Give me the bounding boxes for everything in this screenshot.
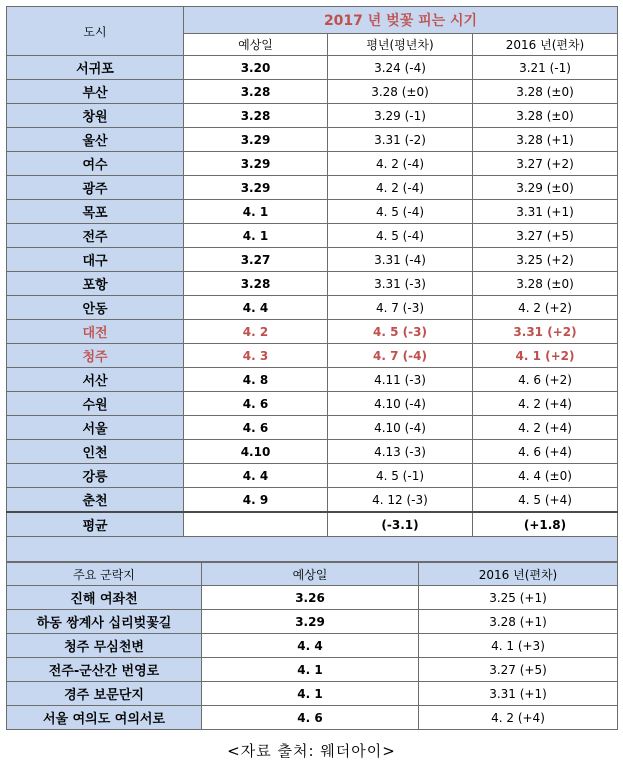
last-year-cell: 3.27 (+5) (473, 224, 618, 248)
city-cell: 수원 (7, 392, 184, 416)
spot-last-year-cell: 3.27 (+5) (419, 658, 618, 682)
table-row (7, 586, 618, 610)
spots-forecast-header: 예상일 (202, 563, 419, 586)
forecast-cell: 4. 9 (184, 488, 328, 513)
normal-cell: 4. 7 (-4) (328, 344, 473, 368)
average-forecast (184, 512, 328, 537)
last-year-cell: 3.31 (+2) (473, 320, 618, 344)
city-cell: 창원 (7, 104, 184, 128)
forecast-cell: 3.29 (184, 128, 328, 152)
spot-forecast-cell: 3.26 (202, 586, 419, 610)
city-cell: 대구 (7, 248, 184, 272)
forecast-cell: 4.10 (184, 440, 328, 464)
forecast-cell: 3.28 (184, 272, 328, 296)
normal-cell: 4. 12 (-3) (328, 488, 473, 513)
last-year-header: 2016 년(편차) (473, 34, 618, 56)
table-row (7, 56, 618, 80)
table-row (7, 224, 618, 248)
last-year-cell: 4. 2 (+4) (473, 392, 618, 416)
table-row (7, 128, 618, 152)
forecast-cell: 4. 1 (184, 224, 328, 248)
last-year-cell: 4. 5 (+4) (473, 488, 618, 513)
normal-cell: 4.11 (-3) (328, 368, 473, 392)
table-row (7, 176, 618, 200)
city-cell: 전주 (7, 224, 184, 248)
table-row (7, 416, 618, 440)
table-row (7, 344, 618, 368)
table-row (7, 272, 618, 296)
city-cell: 대전 (7, 320, 184, 344)
last-year-cell: 4. 6 (+4) (473, 440, 618, 464)
forecast-header: 예상일 (184, 34, 328, 56)
spot-name-cell: 경주 보문단지 (7, 682, 202, 706)
forecast-cell: 4. 4 (184, 464, 328, 488)
last-year-cell: 3.31 (+1) (473, 200, 618, 224)
spot-last-year-cell: 3.25 (+1) (419, 586, 618, 610)
section-divider (7, 537, 618, 562)
city-cell: 포항 (7, 272, 184, 296)
city-cell: 여수 (7, 152, 184, 176)
spots-name-header: 주요 군락지 (7, 563, 202, 586)
normal-cell: 3.24 (-4) (328, 56, 473, 80)
normal-cell: 3.29 (-1) (328, 104, 473, 128)
table-row (7, 80, 618, 104)
city-cell: 춘천 (7, 488, 184, 513)
normal-cell: 4.13 (-3) (328, 440, 473, 464)
forecast-cell: 3.29 (184, 152, 328, 176)
spot-forecast-cell: 4. 4 (202, 634, 419, 658)
table-row (7, 610, 618, 634)
average-row (7, 512, 618, 537)
spot-last-year-cell: 3.28 (+1) (419, 610, 618, 634)
normal-header: 평년(평년차) (328, 34, 473, 56)
normal-cell: 4. 5 (-4) (328, 200, 473, 224)
table-row (7, 392, 618, 416)
average-last-year: (+1.8) (473, 512, 618, 537)
table-row (7, 634, 618, 658)
spot-name-cell: 하동 쌍계사 십리벚꽃길 (7, 610, 202, 634)
city-cell: 안동 (7, 296, 184, 320)
table-title: 2017 년 벚꽃 피는 시기 (184, 7, 618, 34)
spot-name-cell: 서울 여의도 여의서로 (7, 706, 202, 730)
forecast-cell: 3.29 (184, 176, 328, 200)
last-year-cell: 3.28 (±0) (473, 272, 618, 296)
spot-name-cell: 청주 무심천변 (7, 634, 202, 658)
last-year-cell: 3.29 (±0) (473, 176, 618, 200)
spot-forecast-cell: 4. 1 (202, 658, 419, 682)
table-row (7, 682, 618, 706)
table-row (7, 658, 618, 682)
table-row (7, 200, 618, 224)
bloom-table (6, 6, 618, 562)
table-row (7, 320, 618, 344)
city-cell: 인천 (7, 440, 184, 464)
last-year-cell: 3.28 (±0) (473, 104, 618, 128)
last-year-cell: 3.28 (+1) (473, 128, 618, 152)
city-cell: 부산 (7, 80, 184, 104)
table-row (7, 368, 618, 392)
bloom-table-container (6, 6, 617, 730)
normal-cell: 4.10 (-4) (328, 392, 473, 416)
city-cell: 광주 (7, 176, 184, 200)
table-row (7, 296, 618, 320)
table-row (7, 104, 618, 128)
forecast-cell: 4. 8 (184, 368, 328, 392)
spot-forecast-cell: 4. 6 (202, 706, 419, 730)
last-year-cell: 3.28 (±0) (473, 80, 618, 104)
city-cell: 서울 (7, 416, 184, 440)
last-year-cell: 4. 6 (+2) (473, 368, 618, 392)
city-cell: 청주 (7, 344, 184, 368)
spot-last-year-cell: 4. 2 (+4) (419, 706, 618, 730)
spot-name-cell: 전주-군산간 번영로 (7, 658, 202, 682)
forecast-cell: 4. 2 (184, 320, 328, 344)
normal-cell: 4. 2 (-4) (328, 176, 473, 200)
normal-cell: 3.28 (±0) (328, 80, 473, 104)
last-year-cell: 4. 4 (±0) (473, 464, 618, 488)
spot-last-year-cell: 3.31 (+1) (419, 682, 618, 706)
last-year-cell: 4. 2 (+2) (473, 296, 618, 320)
table-row (7, 706, 618, 730)
spots-table (6, 562, 618, 730)
normal-cell: 3.31 (-3) (328, 272, 473, 296)
spot-forecast-cell: 4. 1 (202, 682, 419, 706)
normal-cell: 4. 5 (-3) (328, 320, 473, 344)
forecast-cell: 3.20 (184, 56, 328, 80)
forecast-cell: 3.27 (184, 248, 328, 272)
normal-cell: 4. 7 (-3) (328, 296, 473, 320)
normal-cell: 3.31 (-2) (328, 128, 473, 152)
last-year-cell: 4. 2 (+4) (473, 416, 618, 440)
last-year-cell: 3.27 (+2) (473, 152, 618, 176)
table-row (7, 488, 618, 513)
normal-cell: 4. 5 (-1) (328, 464, 473, 488)
forecast-cell: 4. 6 (184, 392, 328, 416)
source-caption: <자료 출처: 웨더아이> (227, 742, 396, 760)
forecast-cell: 3.28 (184, 80, 328, 104)
normal-cell: 4. 5 (-4) (328, 224, 473, 248)
city-cell: 서산 (7, 368, 184, 392)
average-normal: (-3.1) (328, 512, 473, 537)
city-cell: 목포 (7, 200, 184, 224)
spot-forecast-cell: 3.29 (202, 610, 419, 634)
forecast-cell: 4. 3 (184, 344, 328, 368)
forecast-cell: 3.28 (184, 104, 328, 128)
last-year-cell: 3.21 (-1) (473, 56, 618, 80)
forecast-cell: 4. 1 (184, 200, 328, 224)
table-row (7, 248, 618, 272)
table-row (7, 152, 618, 176)
normal-cell: 4.10 (-4) (328, 416, 473, 440)
average-label: 평균 (7, 512, 184, 537)
city-cell: 서귀포 (7, 56, 184, 80)
spots-last-year-header: 2016 년(편차) (419, 563, 618, 586)
last-year-cell: 4. 1 (+2) (473, 344, 618, 368)
table-row (7, 440, 618, 464)
forecast-cell: 4. 6 (184, 416, 328, 440)
normal-cell: 3.31 (-4) (328, 248, 473, 272)
last-year-cell: 3.25 (+2) (473, 248, 618, 272)
spot-name-cell: 진해 여좌천 (7, 586, 202, 610)
normal-cell: 4. 2 (-4) (328, 152, 473, 176)
city-cell: 울산 (7, 128, 184, 152)
city-header: 도시 (7, 7, 184, 56)
city-cell: 강릉 (7, 464, 184, 488)
table-row (7, 464, 618, 488)
forecast-cell: 4. 4 (184, 296, 328, 320)
spot-last-year-cell: 4. 1 (+3) (419, 634, 618, 658)
